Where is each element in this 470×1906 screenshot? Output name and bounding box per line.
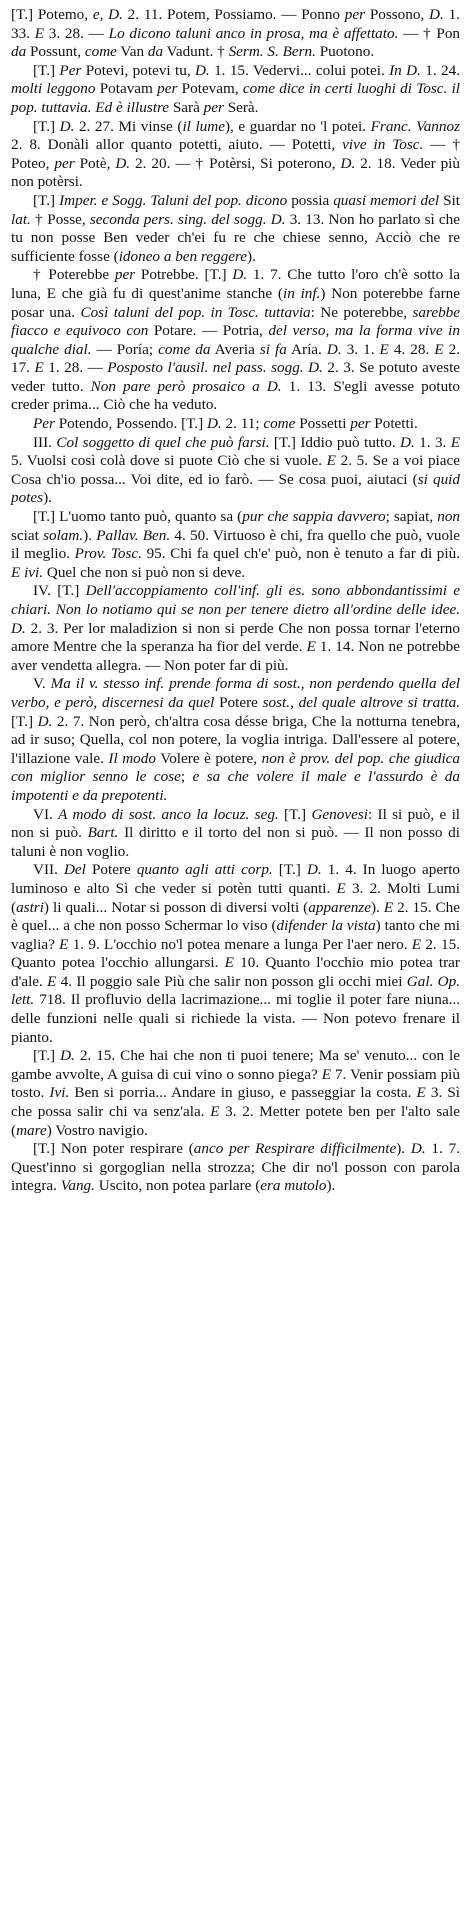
entry-paragraph <box>11 415 460 434</box>
text-run: Potevi, potevi tu, <box>81 61 195 79</box>
italic-text: e, D. <box>92 6 123 23</box>
italic-text: E <box>450 433 460 451</box>
text-run: 3. 1. <box>341 340 380 358</box>
text-run: Possono, <box>365 6 430 23</box>
italic-text: idoneo a ben reggere <box>118 247 248 265</box>
italic-text: E <box>210 1103 220 1121</box>
italic-text: apparenze <box>308 898 371 916</box>
text-run: possia <box>287 191 334 209</box>
text-run: ) tanto che mi vaglia? <box>11 917 460 953</box>
text-run: Possetti <box>295 415 351 433</box>
italic-text: astri <box>16 898 44 916</box>
text-run: [T.] <box>33 117 60 135</box>
text-run: 2. 8. Donàli allor quanto potetti, aiuto. — Potetti, <box>11 136 343 154</box>
text-run: ; <box>180 768 193 786</box>
text-run: Sit <box>439 191 461 209</box>
text-run: 5. Vuolsi così colà dove si puote Ciò che si vuole. <box>11 452 327 470</box>
italic-text: era mutolo <box>260 1177 327 1195</box>
text-run: Serà. <box>223 98 259 116</box>
italic-text: Genovesi <box>311 805 368 823</box>
text-run: [T.] <box>11 712 38 730</box>
text-run: Potavam <box>95 80 158 98</box>
italic-text: per <box>344 6 366 23</box>
text-run: 1. 7. Che tutto l'oro ch'è sotto la luna, E che già fu di quest'anime stanche ( <box>11 266 460 302</box>
text-run: Potere <box>214 693 263 711</box>
text-run: ) li quali... Notar si posson di diversi volti ( <box>43 898 309 916</box>
text-run: Uscito, non potea parlare ( <box>94 1177 261 1195</box>
text-run: ). <box>247 247 256 265</box>
text-run: 1. 7. Quest'inno si gorgoglian nella strozza; Che dir no'l posson con parola integra. <box>11 1140 460 1195</box>
text-run: ) Vostro navigio. <box>46 1121 148 1139</box>
text-run: 95. Chi fa quel ch'e' può, non è tenuto a far di più. <box>141 545 460 563</box>
text-run: 1. 13. S'egli avesse potuto creder prima... Ciò che ha veduto. <box>11 377 460 414</box>
italic-text: Ma il v. stesso inf. prende forma di sost., non perdendo quella del verbo, e però, discernesi da quel <box>11 675 460 711</box>
italic-text: quanto agli atti corp. <box>136 861 273 879</box>
text-run: [T.] <box>33 1047 61 1065</box>
text-run: Quel che non si può non si deve. <box>43 563 246 581</box>
text-run: [T.] Potemo, <box>11 6 93 23</box>
italic-text: molti leggono <box>11 80 96 98</box>
text-run: 2. 18. Veder più non potèrsi. <box>11 154 460 191</box>
italic-text: seconda pers. sing. del sogg. D. <box>89 210 286 228</box>
italic-text: per <box>157 80 178 98</box>
italic-text: e sa che volere il male e l'assurdo è da impotenti e da prepotenti. <box>11 768 460 804</box>
entry-paragraph <box>11 1140 460 1196</box>
italic-text: D. <box>429 6 444 23</box>
italic-text: Posposto l'ausil. nel pass. sogg. D. <box>107 359 323 377</box>
italic-text: E <box>306 638 316 656</box>
text-run: 2. 3. Se potuto aveste veder tutto. <box>11 359 461 395</box>
text-run: Potè, <box>74 154 116 172</box>
italic-text: A modo di sost. anco la locuz. seg. <box>58 805 279 823</box>
text-run: 3. 28. — <box>44 24 109 42</box>
italic-text: D. <box>194 61 210 79</box>
text-run: 2. 27. Mi vinse ( <box>74 117 183 135</box>
text-run: 1. 33. <box>11 6 460 42</box>
text-run: VI. <box>33 805 59 823</box>
text-run: IV. [T.] <box>33 582 86 600</box>
italic-text: Così taluni del pop. in Tosc. tuttavia <box>80 303 311 321</box>
entry-paragraph <box>11 434 460 508</box>
text-run: 1. 24. <box>420 61 460 79</box>
text-run: [T.] Iddio può tutto. <box>269 433 401 451</box>
italic-text: Col soggetto di quel che può farsi. <box>56 433 270 451</box>
text-run: Sarà <box>169 98 204 116</box>
text-run: [T.] Non poter respirare ( <box>33 1140 194 1158</box>
italic-text: E ivi. <box>11 563 44 581</box>
italic-text: D. <box>115 154 131 172</box>
text-run: ). <box>396 1140 411 1158</box>
text-run: 1. 4. In luogo aperto luminoso e alto Sì che veder si potèn tutti quanti. <box>11 861 461 897</box>
text-run: 10. Quanto l'occhio mio potea trar d'ale. <box>11 954 460 990</box>
italic-text: E <box>34 359 44 377</box>
italic-text: E <box>59 935 69 953</box>
text-run: Potendo, Possendo. [T.] <box>54 415 207 433</box>
text-run: [T.] <box>33 191 60 209</box>
text-run: 2. 5. Se a voi piace Cosa ch'io possa... Voi dite, ed io farò. — Se cosa puoi, aiutaci ( <box>11 452 460 488</box>
italic-text: D. <box>306 861 322 879</box>
italic-text: E <box>224 954 234 972</box>
italic-text: Serm. S. Bern. <box>228 43 316 61</box>
italic-text: E <box>411 935 422 953</box>
text-run: ). <box>370 898 384 916</box>
text-run: Puotono. <box>315 43 375 61</box>
italic-text: solam. <box>43 526 84 544</box>
text-run: V. <box>33 675 51 693</box>
text-run: † Posse, <box>30 210 90 228</box>
italic-text: E <box>34 24 45 42</box>
italic-text: D. <box>400 433 415 451</box>
text-run: [T.] <box>33 61 60 79</box>
text-run: Potare. — Potria, <box>148 322 269 340</box>
italic-text: mare <box>16 1121 47 1139</box>
entry-paragraph <box>11 675 460 805</box>
text-run: ). <box>83 526 97 544</box>
italic-text: D. <box>326 340 342 358</box>
text-run: Potere <box>85 861 137 879</box>
text-run: † Poterebbe <box>33 266 115 284</box>
text-run: : Il si può, e il non si può. <box>11 805 461 842</box>
text-run: 4. Il poggio sale Più che salir non posson gli occhi miei <box>56 972 407 990</box>
italic-text: non è prov. del pop. che giudica con miglior senno le cose <box>11 749 460 786</box>
text-run: Potrebbe. [T.] <box>135 266 233 284</box>
italic-text: si quid potes <box>11 470 460 507</box>
italic-text: D. <box>410 1140 426 1158</box>
italic-text: D. <box>60 1047 75 1065</box>
text-run: 1. 9. L'occhio no'l potea menare a lunga Per l'aer nero. <box>68 935 412 953</box>
text-run: 2. 20. — † Potèrsi, Si poterono, <box>130 154 341 172</box>
text-run: 1. 15. Vedervi... colui potei. <box>209 61 390 79</box>
entry-paragraph <box>11 861 460 1047</box>
text-run: 2. 15. Quanto potea l'occhio allungarsi. <box>11 935 460 972</box>
text-run: : Ne poterebbe, <box>310 303 413 321</box>
italic-text: in inf. <box>282 284 321 302</box>
italic-text: come dice in certi luoghi di Tosc. il pop. tuttavia. Ed è illustre <box>11 80 461 116</box>
italic-text: Ivi. <box>49 1084 70 1102</box>
italic-text: Vang. <box>60 1177 95 1195</box>
italic-text: pur che sappia davvero <box>242 508 386 526</box>
text-run: [T.] L'uomo tanto può, quanto sa ( <box>33 508 243 526</box>
italic-text: come <box>263 415 296 433</box>
italic-text: per <box>203 98 224 116</box>
italic-text: In D. <box>389 61 421 79</box>
text-run: Ben si porria... Andare in giuso, e passeggiar la costa. <box>69 1084 417 1102</box>
text-run: Vadunt. † <box>163 43 229 61</box>
entry-paragraph <box>11 266 460 415</box>
entry-paragraph <box>11 806 460 862</box>
italic-text: E <box>416 1084 426 1102</box>
italic-text: vive in Tosc. <box>342 136 424 154</box>
text-run: sciat <box>11 526 44 544</box>
text-run: 2. 11; <box>221 415 264 433</box>
text-run: 2. 3. Per lor maladizion si non si perde Che non possa tornar l'eterno amore Mentre che la speranza ha fior del verde. <box>11 619 460 656</box>
italic-text: Del <box>63 861 86 879</box>
entry-paragraph <box>11 6 460 62</box>
text-run: Van <box>116 43 148 61</box>
text-run: 3. 2. Metter potete ben per l'alto sale ( <box>11 1103 460 1139</box>
text-run: 4. 28. <box>388 340 435 358</box>
italic-text: sost., del quale altrove si tratta. <box>262 693 460 711</box>
italic-text: del verso, ma la forma vive in qualche dial. <box>11 322 460 358</box>
italic-text: E <box>336 879 346 897</box>
text-run: Potetti. <box>370 415 418 433</box>
italic-text: da <box>147 43 164 61</box>
italic-text: D. <box>340 154 356 172</box>
italic-text: E <box>434 340 444 358</box>
entry-paragraph <box>11 1047 460 1140</box>
italic-text: come da <box>158 340 211 358</box>
italic-text: D. <box>59 117 75 135</box>
italic-text: D. <box>232 266 248 284</box>
italic-text: anco per Respirare difficilmente <box>193 1140 397 1158</box>
text-run: Aría. <box>286 340 327 358</box>
italic-text: Bart. <box>87 824 119 842</box>
italic-text: Per <box>33 415 55 433</box>
italic-text: E <box>326 452 336 470</box>
italic-text: E <box>379 340 389 358</box>
italic-text: Franc. Vannoz <box>370 117 460 135</box>
italic-text: Non pare però prosaico a D. <box>90 377 282 395</box>
text-run: 2. 17. <box>11 340 461 377</box>
italic-text: quasi memori del <box>333 191 440 209</box>
text-run: ). <box>43 489 52 507</box>
text-run: Volere è potere, <box>155 749 262 767</box>
text-run: ), e guardar no 'l potei. <box>224 117 371 135</box>
italic-text: Per <box>59 61 82 79</box>
italic-text: Imper. e Sogg. Taluni del pop. dicono <box>59 191 288 209</box>
entry-paragraph <box>11 582 460 675</box>
italic-text: sarebbe fiacco e equivoco con <box>11 303 461 340</box>
italic-text: E <box>383 898 394 916</box>
entry-paragraph <box>11 62 460 118</box>
entry-paragraph <box>11 192 460 266</box>
text-run: 2. 15. Che hai che non ti puoi tenere; Ma se' venuto... con le gambe avvolte, A guisa di cui vino o sonno piega? <box>11 1047 460 1083</box>
text-run: ) Non poterebbe farne posar una. <box>11 284 460 321</box>
text-run: 7. Venir possiam più tosto. <box>11 1065 460 1102</box>
italic-text: Dell'accoppiamento coll'inf. gli es. sono abbondantissimi e chiari. Non lo notiamo qui se non per tenere dietro all'ordine delle idee. D. <box>11 582 460 637</box>
text-run: 2. 11. Potem, Possiamo. — Ponno <box>122 6 345 23</box>
italic-text: D. <box>37 712 53 730</box>
text-run: Possunt, <box>26 43 85 61</box>
italic-text: difender la vista <box>276 917 376 935</box>
italic-text: il lume <box>182 117 225 135</box>
text-run: ; sapiat, <box>385 508 438 526</box>
text-run: 1. 14. Non ne potrebbe aver vendetta allegra. — Non poter far di più. <box>11 638 460 674</box>
text-run: — † Poteo, <box>11 136 461 172</box>
italic-text: Prov. Tosc. <box>74 545 142 563</box>
italic-text: non <box>437 508 460 526</box>
entry-paragraph <box>11 508 460 582</box>
text-run: Averia <box>210 340 260 358</box>
italic-text: per <box>350 415 371 433</box>
text-run: 2. 15. Che è quel... a che non posso Schermar lo viso ( <box>11 898 461 935</box>
text-run: Il diritto e il torto del non si può. — Il non posso di taluni è non voglio. <box>11 824 460 860</box>
italic-text: lat. <box>11 210 31 228</box>
italic-text: da <box>11 43 27 61</box>
text-run: 1. 3. <box>414 433 451 451</box>
text-run: Potevam, <box>177 80 243 98</box>
italic-text: Lo dicono taluni anco in prosa, ma è affettato. <box>108 24 399 42</box>
italic-text: come <box>84 43 117 61</box>
italic-text: si fa <box>259 340 287 358</box>
italic-text: Il modo <box>108 749 156 767</box>
italic-text: per <box>54 154 75 172</box>
entry-paragraph <box>11 118 460 192</box>
italic-text: D. <box>206 415 222 433</box>
text-run: 3. Sì che possa salir chi va senz'ala. <box>11 1084 461 1121</box>
text-run: [T.] <box>278 805 312 823</box>
text-run: 2. 7. Non però, ch'altra cosa désse briga, Che la notturna tenebra, ad ir suso; Quella, col non potere, la voglia intriga. Dall'essere al potere, l'illazione vale. <box>11 712 460 767</box>
text-run: ). <box>326 1177 336 1195</box>
text-run: 3. 2. Molti Lumi ( <box>11 879 460 916</box>
text-run: — † Pon <box>398 24 461 42</box>
italic-text: E <box>47 972 57 990</box>
text-run: III. <box>33 433 57 451</box>
italic-text: E <box>321 1065 331 1083</box>
text-run: VII. <box>33 861 64 879</box>
text-run: [T.] <box>272 861 307 879</box>
text-run: 1. 28. — <box>43 359 108 377</box>
text-run: 718. Il profluvio della lacrimazione... mi toglie il poter fare niuna... delle funzioni nelle quali si richiede la vista. — Non potevo frenare il pianto. <box>11 991 460 1046</box>
italic-text: per <box>114 266 136 284</box>
text-run: — Poría; <box>91 340 159 358</box>
text-run: 3. 13. Non ho parlato sì che tu non posse Ben veder ch'ei fu re che chiese senno, Acciò che re sufficiente fosse ( <box>11 210 460 265</box>
text-run: 4. 50. Virtuoso è chi, fra quello che può, vuole il meglio. <box>11 526 460 563</box>
italic-text: Pallav. Ben. <box>96 526 171 544</box>
italic-text: Gal. Op. lett. <box>11 972 461 1009</box>
